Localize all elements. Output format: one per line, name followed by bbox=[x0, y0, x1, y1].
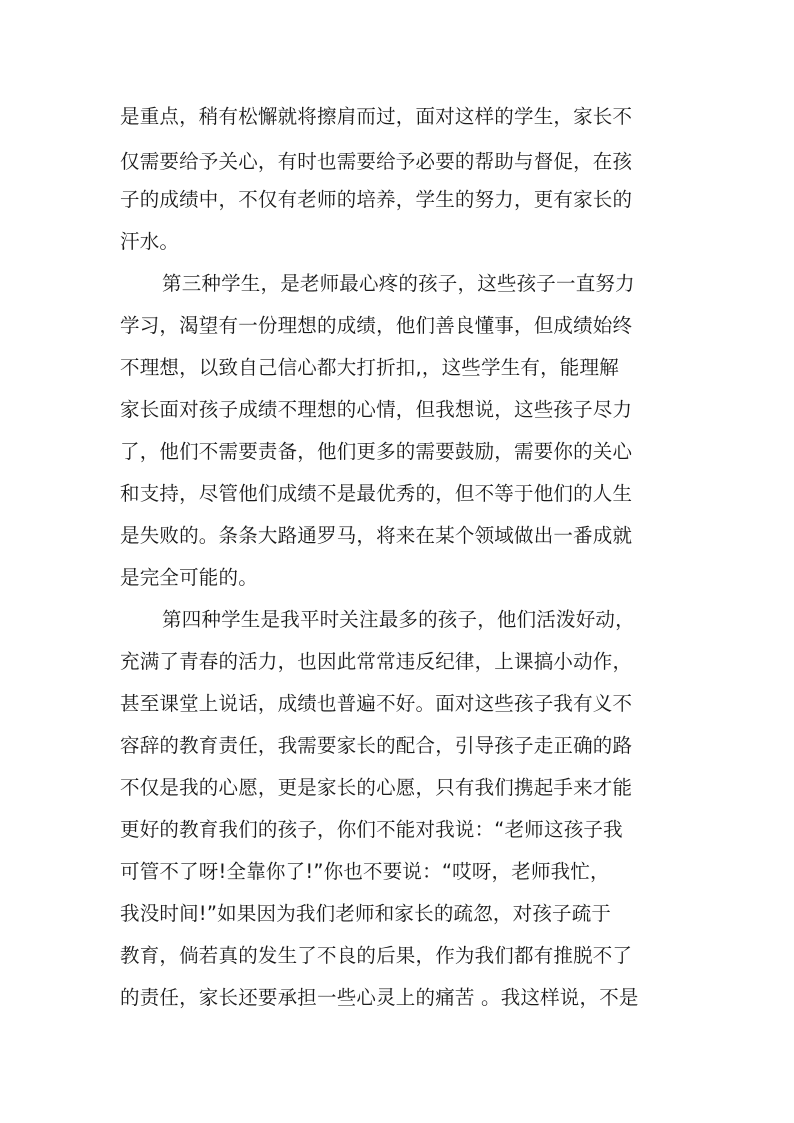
paragraph-line: 教育，倘若真的发生了不良的后果，作为我们都有推脱不了 bbox=[120, 944, 633, 967]
paragraph-line: 我没时间!”如果因为我们老师和家长的疏忽，对孩子疏于 bbox=[120, 902, 612, 925]
paragraph-line: 是重点，稍有松懈就将擦肩而过，面对这样的学生，家长不 bbox=[120, 105, 633, 128]
paragraph-line: 和支持，尽管他们成绩不是最优秀的，但不等于他们的人生 bbox=[120, 482, 633, 505]
paragraph-line: 汗水。 bbox=[120, 230, 180, 253]
paragraph-line: 是完全可能的。 bbox=[120, 566, 258, 589]
paragraph-line: 是失败的。条条大路通罗马，将来在某个领域做出一番成就 bbox=[120, 524, 633, 547]
paragraph-line: 子的成绩中，不仅有老师的培养，学生的努力，更有家长的 bbox=[120, 188, 633, 211]
paragraph-line: 可管不了呀!全靠你了!”你也不要说：“哎呀，老师我忙， bbox=[120, 860, 610, 883]
paragraph-line: 充满了青春的活力，也因此常常违反纪律，上课搞小动作， bbox=[120, 650, 633, 673]
paragraph-line: 不理想，以致自己信心都大打折扣,，这些学生有，能理解 bbox=[120, 356, 619, 379]
paragraph-line: 了，他们不需要责备，他们更多的需要鼓励，需要你的关心 bbox=[120, 440, 633, 463]
paragraph-line: 家长面对孩子成绩不理想的心情，但我想说，这些孩子尽力 bbox=[120, 398, 633, 421]
paragraph-line: 更好的教育我们的孩子，你们不能对我说：“老师这孩子我 bbox=[120, 818, 623, 841]
paragraph-line: 容辞的教育责任，我需要家长的配合，引导孩子走正确的路 bbox=[120, 734, 633, 757]
paragraph-line: 第四种学生是我平时关注最多的孩子，他们活泼好动， bbox=[162, 608, 635, 631]
paragraph-line: 甚至课堂上说话，成绩也普遍不好。面对这些孩子我有义不 bbox=[120, 692, 633, 715]
paragraph-line: 仅需要给予关心，有时也需要给予必要的帮助与督促，在孩 bbox=[120, 150, 633, 173]
paragraph-line: 学习，渴望有一份理想的成绩，他们善良懂事，但成绩始终 bbox=[120, 314, 633, 337]
paragraph-line: 的责任，家长还要承担一些心灵上的痛苦 。我这样说，不是 bbox=[120, 986, 639, 1009]
paragraph-line: 第三种学生，是老师最心疼的孩子，这些孩子一直努力 bbox=[162, 272, 635, 295]
paragraph-line: 不仅是我的心愿，更是家长的心愿，只有我们携起手来才能 bbox=[120, 776, 633, 799]
